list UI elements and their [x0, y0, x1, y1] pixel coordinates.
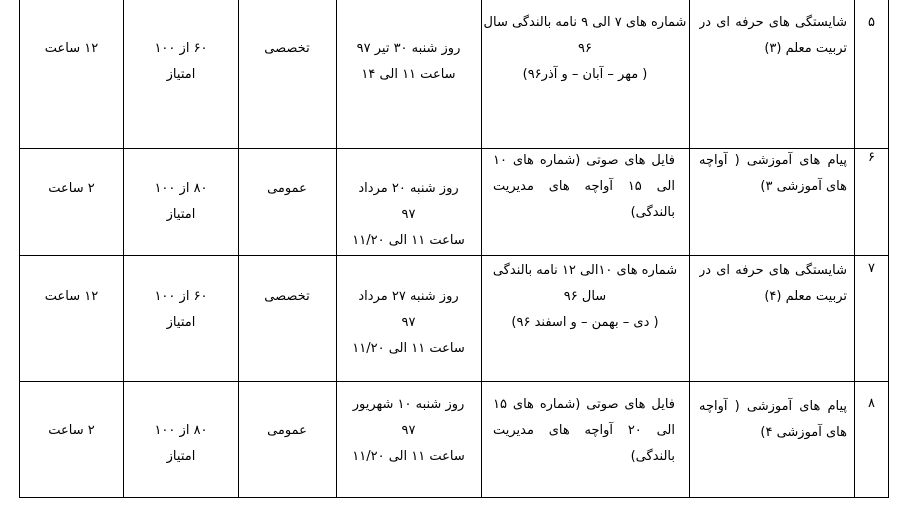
course-type: عمومی: [267, 181, 307, 196]
score-requirement: ۸۰ از ۱۰۰ امتیاز: [154, 423, 208, 464]
course-hours: ۲ ساعت: [48, 181, 95, 196]
course-type: عمومی: [267, 423, 307, 438]
column-divider: [123, 0, 124, 498]
course-type: تخصصی: [264, 289, 310, 304]
session-date: روز شنبه ۳۰ تیر ۹۷ ساعت ۱۱ الی ۱۴: [356, 41, 461, 82]
row-divider: [19, 255, 889, 256]
score-requirement: ۶۰ از ۱۰۰ امتیاز: [154, 289, 208, 330]
schedule-table: [19, 0, 889, 498]
column-divider: [481, 0, 482, 498]
course-source: شماره های ۱۰الی ۱۲ نامه بالندگی سال ۹۶ ( دی – بهمن – و اسفند ۹۶): [492, 263, 678, 330]
course-hours: ۱۲ ساعت: [44, 41, 99, 56]
column-divider: [854, 0, 855, 498]
table-bottom-border: [19, 497, 889, 498]
row-number: ۵: [868, 15, 875, 30]
session-date: روز شنبه ۲۰ مرداد ۹۷ ساعت ۱۱ الی ۱۱/۲۰: [352, 181, 465, 248]
course-hours: ۲ ساعت: [48, 423, 95, 438]
table-right-border: [888, 0, 889, 498]
row-number: ۶: [868, 150, 875, 165]
session-date: روز شنبه ۱۰ شهریور ۹۷ ساعت ۱۱ الی ۱۱/۲۰: [352, 397, 465, 464]
course-title: پیام های آموزشی ( آواچه های آموزشی ۳): [699, 153, 847, 194]
course-source: فایل های صوتی (شماره های ۱۵ الی ۲۰ آواچه های مدیریت بالندگی): [493, 397, 675, 464]
score-requirement: ۶۰ از ۱۰۰ امتیاز: [154, 41, 208, 82]
row-number: ۸: [868, 396, 875, 411]
course-title: شایستگی های حرفه ای در تربیت معلم (۳): [699, 15, 847, 56]
session-date: روز شنبه ۲۷ مرداد ۹۷ ساعت ۱۱ الی ۱۱/۲۰: [352, 289, 465, 356]
course-hours: ۱۲ ساعت: [44, 289, 99, 304]
row-divider: [19, 381, 889, 382]
column-divider: [689, 0, 690, 498]
course-title: پیام های آموزشی ( آواچه های آموزشی ۴): [699, 399, 847, 440]
course-source: فایل های صوتی (شماره های ۱۰ الی ۱۵ آواچه های مدیریت بالندگی): [493, 153, 675, 220]
course-source: شماره های ۷ الی ۹ نامه بالندگی سال ۹۶ ( مهر – آبان – و آذر۹۶): [483, 15, 687, 82]
course-type: تخصصی: [264, 41, 310, 56]
course-title: شایستگی های حرفه ای در تربیت معلم (۴): [699, 263, 847, 304]
row-number: ۷: [868, 261, 875, 276]
score-requirement: ۸۰ از ۱۰۰ امتیاز: [154, 181, 208, 222]
